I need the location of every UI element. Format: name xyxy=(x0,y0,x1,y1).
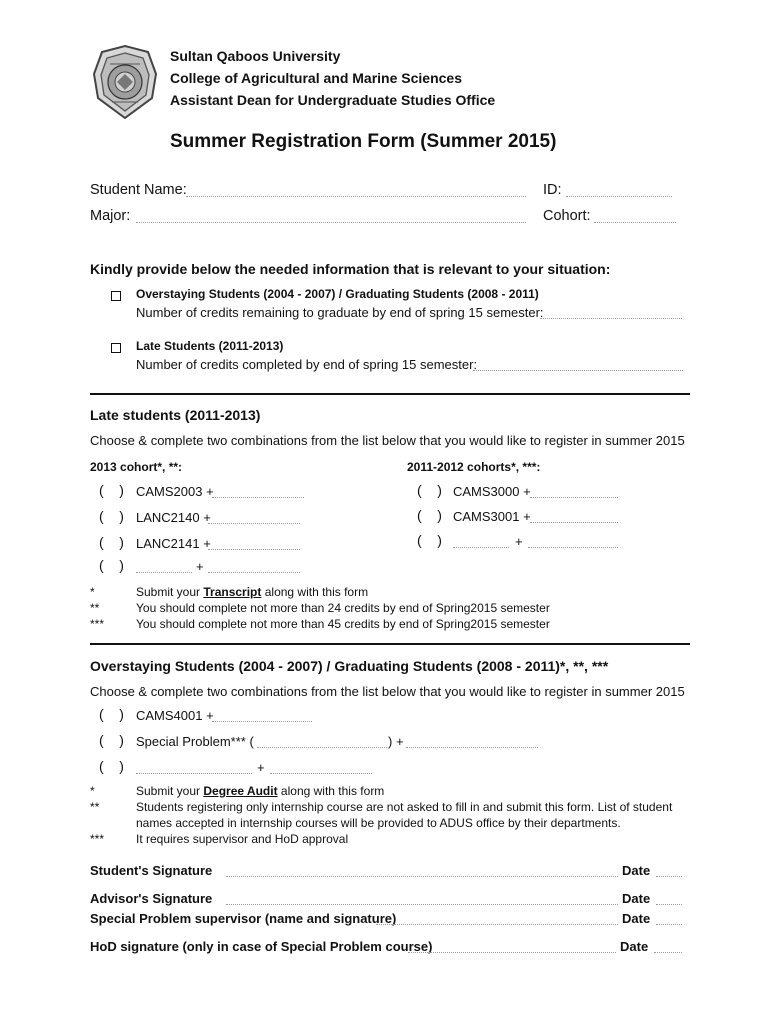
internship-note: Students registering only internship course are not asked to fill in and submit this form. List of student xyxy=(136,800,673,814)
course-lanc2140: LANC2140 + xyxy=(136,510,211,525)
student-signature-label: Student's Signature xyxy=(90,863,213,878)
plus-sign: ) + xyxy=(388,734,404,749)
hod-signature-field[interactable] xyxy=(408,952,616,953)
credits-completed-label: Number of credits completed by end of spring 15 semester: xyxy=(136,357,478,372)
date-label: Date xyxy=(622,911,651,926)
combination-field[interactable] xyxy=(136,572,192,573)
select-paren[interactable]: ( ) xyxy=(99,706,124,722)
approval-note: It requires supervisor and HoD approval xyxy=(136,832,349,846)
combination-field[interactable] xyxy=(528,547,618,548)
select-paren[interactable]: ( ) xyxy=(99,732,124,748)
select-paren[interactable]: ( ) xyxy=(99,534,124,550)
internship-note-continued: names accepted in internship courses will be provided to ADUS office by their departments. xyxy=(136,816,621,830)
combination-field[interactable] xyxy=(530,497,618,498)
select-paren[interactable]: ( ) xyxy=(417,507,442,523)
overstaying-option-title: Overstaying Students (2004 - 2007) / Graduating Students (2008 - 2011) xyxy=(136,287,539,301)
cohort-label: Cohort: xyxy=(543,208,591,224)
cohort-2013-heading: 2013 cohort*, **: xyxy=(90,460,183,474)
course-cams4001: CAMS4001 + xyxy=(136,708,214,723)
university-seal xyxy=(90,44,160,120)
overstaying-section-heading: Overstaying Students (2004 - 2007) / Graduating Students (2008 - 2011)*, **, *** xyxy=(90,658,609,674)
advisor-signature-field[interactable] xyxy=(226,904,618,905)
student-name-field[interactable] xyxy=(186,196,526,197)
combination-field[interactable] xyxy=(270,773,372,774)
course-lanc2141: LANC2141 + xyxy=(136,536,211,551)
combination-field[interactable] xyxy=(212,721,312,722)
overstaying-instruction: Choose & complete two combinations from the list below that you would like to register in summer 2015 xyxy=(90,684,685,699)
combination-field[interactable] xyxy=(406,747,538,748)
combination-field[interactable] xyxy=(208,572,300,573)
date-field[interactable] xyxy=(656,924,682,925)
form-title: Summer Registration Form (Summer 2015) xyxy=(170,131,557,152)
combination-field[interactable] xyxy=(208,523,300,524)
date-label: Date xyxy=(622,891,651,906)
combination-field[interactable] xyxy=(530,522,618,523)
date-label: Date xyxy=(620,939,649,954)
id-label: ID: xyxy=(543,182,562,198)
note-mark: * xyxy=(90,784,95,798)
special-problem-field[interactable] xyxy=(257,747,387,748)
student-signature-field[interactable] xyxy=(226,876,618,877)
section-divider xyxy=(90,393,690,395)
hod-signature-label: HoD signature (only in case of Special Problem course) xyxy=(90,939,433,954)
credits-completed-field[interactable] xyxy=(473,370,683,371)
university-name: Sultan Qaboos University xyxy=(170,48,341,64)
combination-field[interactable] xyxy=(208,549,300,550)
note-mark: * xyxy=(90,585,95,599)
course-cams3001: CAMS3001 + xyxy=(453,509,531,524)
major-field[interactable] xyxy=(136,222,526,223)
plus-sign: + xyxy=(196,559,204,574)
combination-field[interactable] xyxy=(453,547,509,548)
credits-remaining-field[interactable] xyxy=(540,318,682,319)
late-students-checkbox[interactable] xyxy=(111,343,121,353)
date-label: Date xyxy=(622,863,651,878)
transcript-note: Submit your Transcript along with this form xyxy=(136,585,369,599)
major-label: Major: xyxy=(90,208,131,224)
combination-field[interactable] xyxy=(212,497,304,498)
credit-limit-note: You should complete not more than 24 credits by end of Spring2015 semester xyxy=(136,601,550,615)
date-field[interactable] xyxy=(654,952,682,953)
sp-supervisor-signature-label: Special Problem supervisor (name and signature) xyxy=(90,911,397,926)
note-mark: ** xyxy=(90,601,100,615)
cohort-field[interactable] xyxy=(594,222,676,223)
section-divider xyxy=(90,643,690,645)
date-field[interactable] xyxy=(656,904,682,905)
situation-heading: Kindly provide below the needed information that is relevant to your situation: xyxy=(90,261,611,277)
credit-limit-note: You should complete not more than 45 credits by end of Spring2015 semester xyxy=(136,617,550,631)
combination-field[interactable] xyxy=(136,773,252,774)
course-cams2003: CAMS2003 + xyxy=(136,484,214,499)
select-paren[interactable]: ( ) xyxy=(417,532,442,548)
sp-supervisor-signature-field[interactable] xyxy=(376,924,618,925)
date-field[interactable] xyxy=(656,876,682,877)
plus-sign: + xyxy=(515,534,523,549)
student-name-label: Student Name: xyxy=(90,182,187,198)
note-mark: ** xyxy=(90,800,100,814)
select-paren[interactable]: ( ) xyxy=(99,508,124,524)
plus-sign: + xyxy=(257,760,265,775)
course-cams3000: CAMS3000 + xyxy=(453,484,531,499)
note-mark: *** xyxy=(90,832,105,846)
transcript-link: Transcript xyxy=(203,585,262,599)
select-paren[interactable]: ( ) xyxy=(99,758,124,774)
id-field[interactable] xyxy=(566,196,672,197)
select-paren[interactable]: ( ) xyxy=(99,482,124,498)
credits-remaining-label: Number of credits remaining to graduate by end of spring 15 semester: xyxy=(136,305,544,320)
special-problem-label: Special Problem*** ( xyxy=(136,734,254,749)
late-instruction: Choose & complete two combinations from the list below that you would like to register in summer 2015 xyxy=(90,433,685,448)
degree-audit-note: Submit your Degree Audit along with this form xyxy=(136,784,385,798)
select-paren[interactable]: ( ) xyxy=(417,482,442,498)
note-mark: *** xyxy=(90,617,105,631)
select-paren[interactable]: ( ) xyxy=(99,557,124,573)
late-section-heading: Late students (2011-2013) xyxy=(90,407,261,423)
office-name: Assistant Dean for Undergraduate Studies Office xyxy=(170,92,496,108)
college-name: College of Agricultural and Marine Sciences xyxy=(170,70,462,86)
overstaying-checkbox[interactable] xyxy=(111,291,121,301)
cohort-2011-2012-heading: 2011-2012 cohorts*, ***: xyxy=(407,460,541,474)
degree-audit-link: Degree Audit xyxy=(203,784,278,798)
advisor-signature-label: Advisor's Signature xyxy=(90,891,213,906)
late-option-title: Late Students (2011-2013) xyxy=(136,339,284,353)
